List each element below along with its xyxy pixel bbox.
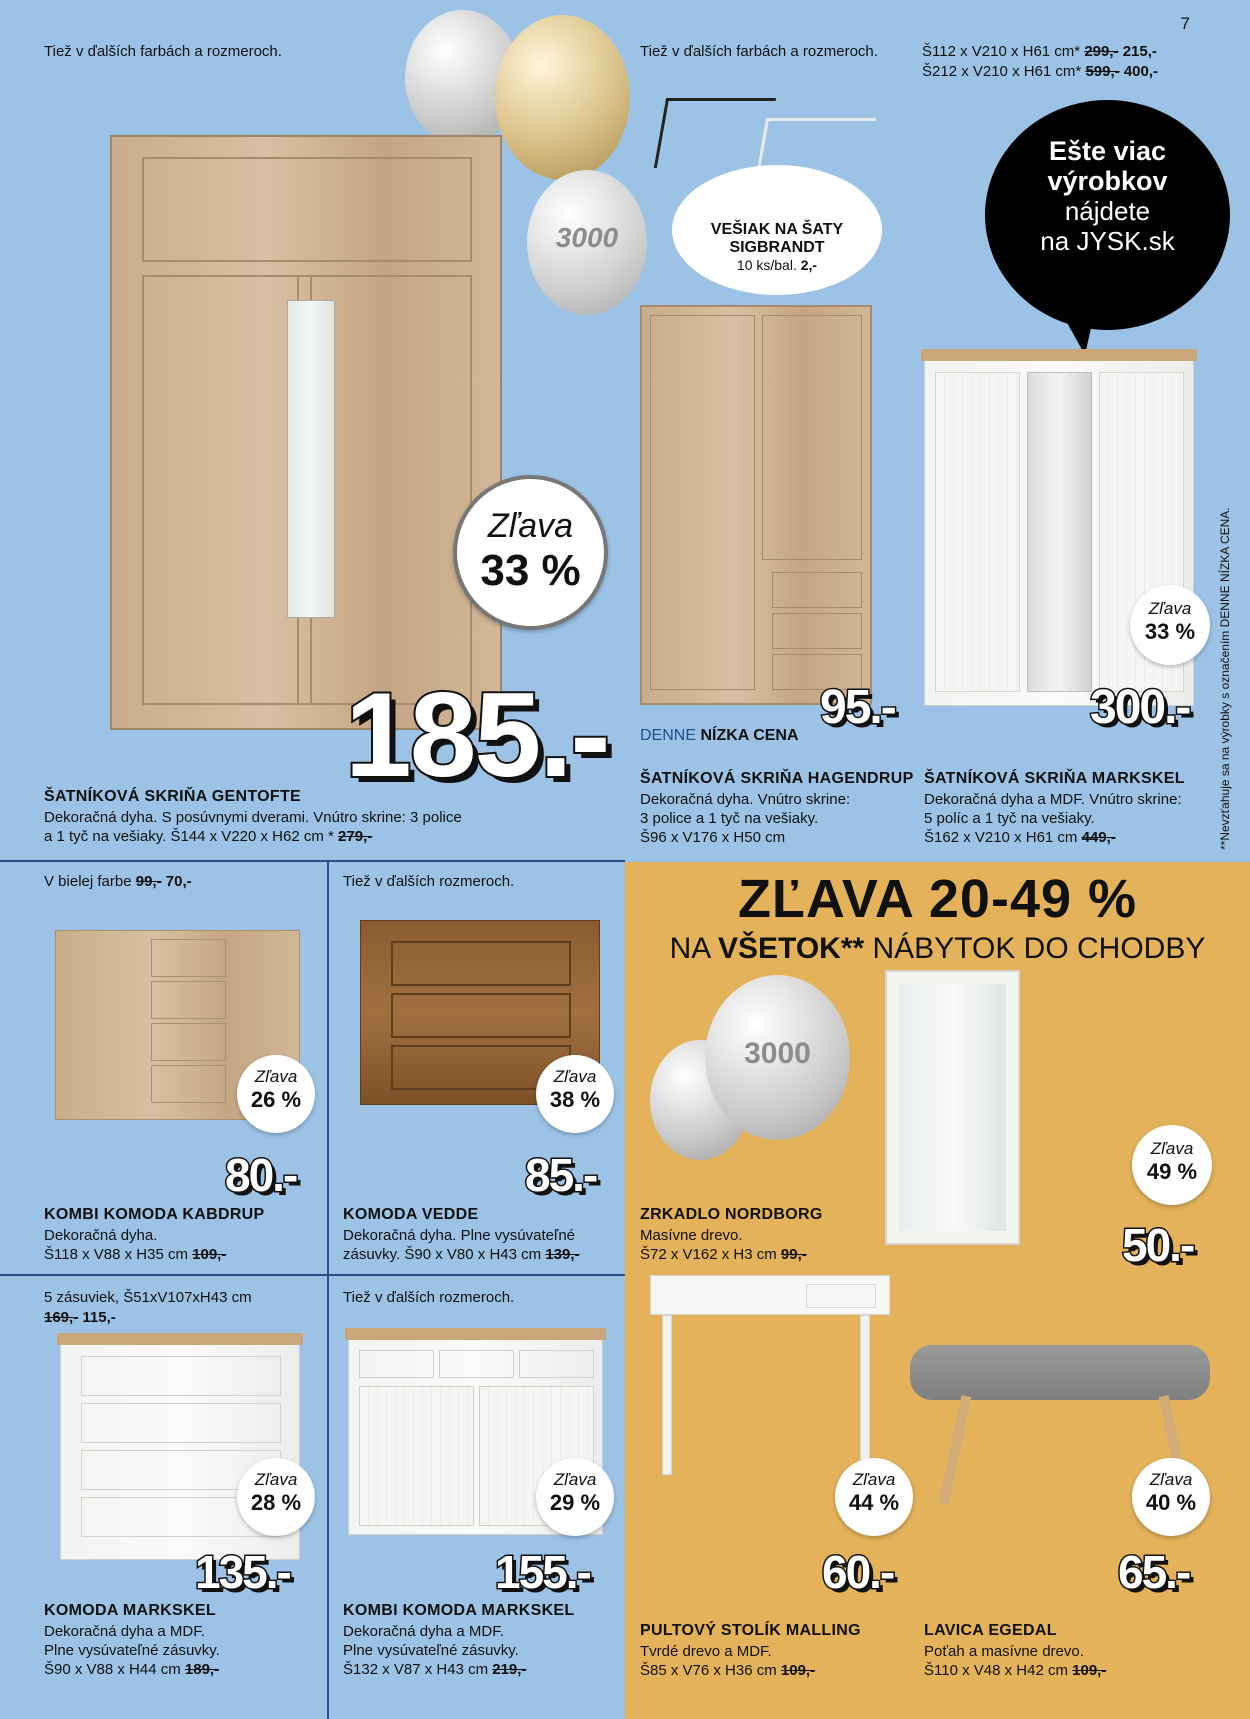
gentofte-note: Tiež v ďalších farbách a rozmeroch. [44, 43, 282, 60]
markskel-wardrobe-title: ŠATNÍKOVÁ SKRIŇA MARKSKEL [924, 770, 1185, 787]
gold-balloon [495, 15, 630, 180]
drawer-2 [439, 1350, 514, 1378]
hagendrup-desc-1: Dekoračná dyha. Vnútro skrine: [640, 791, 851, 808]
markskel-combi-desc-3: Š132 x V87 x H43 cm 219,- [343, 1661, 527, 1678]
drawer-1 [81, 1356, 281, 1396]
yellow-balloon-label: 3000 [744, 1037, 811, 1070]
malling-desc-1: Tvrdé drevo a MDF. [640, 1643, 772, 1660]
balloon-label: 3000 [555, 222, 619, 253]
left-door [650, 315, 755, 690]
gentofte-title: ŠATNÍKOVÁ SKRIŇA GENTOFTE [44, 788, 301, 805]
drawer-3 [151, 1023, 226, 1061]
malling-desc-2: Š85 x V76 x H36 cm 109,- [640, 1662, 816, 1679]
wood-top [57, 1333, 303, 1345]
nordborg-discount-badge: Zľava 49 % [1132, 1125, 1212, 1205]
hanger-price: 10 ks/bal. 2,- [736, 257, 818, 273]
drawer-2 [81, 1403, 281, 1443]
markskel-size-2: Š212 x V210 x H61 cm* 599,- 400,- [922, 63, 1159, 80]
malling-leg-2 [860, 1315, 870, 1475]
gentofte-desc-2: a 1 tyč na vešiaky. Š144 x V220 x H62 cm * 279,- [44, 828, 373, 845]
drawer-2 [151, 981, 226, 1019]
malling-discount-badge: Zľava 44 % [835, 1458, 913, 1536]
wood-top [921, 349, 1197, 361]
left-door [359, 1386, 474, 1526]
drawer-1 [359, 1350, 434, 1378]
markskel-wardrobe-desc-2: 5 políc a 1 tyč na vešiaky. [924, 810, 1095, 827]
malling-drawer [806, 1284, 876, 1308]
hagendrup-desc-2: 3 police a 1 tyč na vešiaky. [640, 810, 819, 827]
kabdrup-note: V bielej farbe 99,- 70,- [44, 873, 192, 890]
markskel-combi-price: 155.- [495, 1546, 590, 1598]
markskel-wardrobe-desc-1: Dekoračná dyha a MDF. Vnútro skrine: [924, 791, 1182, 808]
markskel-combi-desc-1: Dekoračná dyha a MDF. [343, 1623, 504, 1640]
divider-top [0, 860, 625, 862]
malling-leg-1 [662, 1315, 672, 1475]
nordborg-desc-1: Masívne drevo. [640, 1227, 743, 1244]
divider-col [327, 862, 329, 1719]
mirror [287, 300, 335, 618]
vedde-price: 85.- [525, 1149, 597, 1201]
egedal-desc-1: Poťah a masívne drevo. [924, 1643, 1084, 1660]
yellow-balloon-3000 [705, 975, 850, 1140]
markskel-dresser-discount-badge: Zľava 28 % [237, 1458, 315, 1536]
hagendrup-note: Tiež v ďalších farbách a rozmeroch. [640, 43, 878, 60]
vedde-desc-1: Dekoračná dyha. Plne vysúvateľné [343, 1227, 576, 1244]
wood-top [345, 1328, 606, 1340]
gentofte-discount-badge: Zľava 33 % [453, 475, 608, 630]
kabdrup-desc-2: Š118 x V88 x H35 cm 109,- [44, 1246, 227, 1263]
markskel-dresser-note-1: 5 zásuviek, Š51xV107xH43 cm [44, 1289, 252, 1306]
markskel-combi-desc-2: Plne vysúvateľné zásuvky. [343, 1642, 519, 1659]
kabdrup-discount-badge: Zľava 26 % [237, 1055, 315, 1133]
hagendrup-title: ŠATNÍKOVÁ SKRIŇA HAGENDRUP [640, 770, 914, 787]
markskel-combi-note: Tiež v ďalších rozmeroch. [343, 1289, 515, 1306]
hagendrup-wardrobe-image [640, 305, 872, 705]
kabdrup-price: 80.- [225, 1149, 297, 1201]
nordborg-title: ZRKADLO NORDBORG [640, 1206, 823, 1223]
markskel-wardrobe-desc-3: Š162 x V210 x H61 cm 449,- [924, 829, 1116, 846]
kabdrup-title: KOMBI KOMODA KABDRUP [44, 1206, 265, 1223]
drawer-1 [391, 941, 571, 986]
denne-nizka-cena-logo: DENNE NÍZKA CENA [640, 727, 799, 744]
nordborg-price: 50.- [1122, 1219, 1194, 1271]
page-number: 7 [1180, 14, 1190, 33]
mirror-glass [899, 984, 1006, 1231]
right-door [762, 315, 862, 560]
gentofte-price: 185.- [345, 668, 609, 802]
egedal-price: 65.- [1118, 1546, 1190, 1598]
promo-subline: NA VŠETOK** NÁBYTOK DO CHODBY [669, 932, 1206, 965]
top-compartment [142, 157, 472, 262]
markskel-wardrobe-discount-badge: Zľava 33 % [1130, 585, 1210, 665]
malling-table-top [650, 1275, 890, 1315]
drawer-1 [772, 572, 862, 608]
nordborg-desc-2: Š72 x V162 x H3 cm 99,- [640, 1246, 807, 1263]
markskel-dresser-price: 135.- [195, 1546, 290, 1598]
vedde-title: KOMODA VEDDE [343, 1206, 479, 1223]
divider-mid [0, 1274, 625, 1276]
markskel-dresser-note-2: 169,- 115,- [44, 1309, 116, 1326]
hagendrup-price: 95.- [820, 681, 895, 734]
markskel-wardrobe-price: 300.- [1090, 681, 1190, 734]
markskel-dresser-title: KOMODA MARKSKEL [44, 1602, 216, 1619]
egedal-desc-2: Š110 x V48 x H42 cm 109,- [924, 1662, 1107, 1679]
kabdrup-desc-1: Dekoračná dyha. [44, 1227, 158, 1244]
drawer-3 [519, 1350, 594, 1378]
markskel-dresser-desc-1: Dekoračná dyha a MDF. [44, 1623, 205, 1640]
nordborg-mirror-image [885, 970, 1020, 1245]
hagendrup-desc-3: Š96 x V176 x H50 cm [640, 829, 786, 846]
egedal-title: LAVICA EGEDAL [924, 1622, 1057, 1639]
web-bubble: Ešte viac výrobkov nájdete na JYSK.sk [985, 100, 1230, 330]
drawer-4 [151, 1065, 226, 1103]
drawer-2 [391, 993, 571, 1038]
drawer-2 [772, 613, 862, 649]
black-hanger [654, 98, 776, 168]
egedal-discount-badge: Zľava 40 % [1132, 1458, 1210, 1536]
balloon-3000 [527, 170, 647, 315]
gentofte-wardrobe-image [110, 135, 502, 730]
markskel-size-1: Š112 x V210 x H61 cm* 299,- 215,- [922, 43, 1157, 60]
markskel-dresser-desc-3: Š90 x V88 x H44 cm 189,- [44, 1661, 220, 1678]
side-note-denne: **Nevzťahuje sa na výrobky s označením DENNE NÍZKA CENA. [1218, 507, 1232, 850]
malling-title: PULTOVÝ STOLÍK MALLING [640, 1622, 861, 1639]
vedde-desc-2: zásuvky. Š90 x V80 x H43 cm 139,- [343, 1246, 580, 1263]
markskel-combi-title: KOMBI KOMODA MARKSKEL [343, 1602, 575, 1619]
markskel-dresser-desc-2: Plne vysúvateľné zásuvky. [44, 1642, 220, 1659]
drawer-1 [151, 939, 226, 977]
left-door [935, 372, 1020, 692]
markskel-combi-discount-badge: Zľava 29 % [536, 1458, 614, 1536]
malling-price: 60.- [822, 1546, 894, 1598]
vedde-discount-badge: Zľava 38 % [536, 1055, 614, 1133]
hanger-bubble: VEŠIAK NA ŠATY SIGBRANDT 10 ks/bal. 2,- [672, 165, 882, 295]
mirror-door [1027, 372, 1092, 692]
egedal-bench-seat [910, 1345, 1210, 1400]
vedde-note: Tiež v ďalších rozmeroch. [343, 873, 515, 890]
promo-headline: ZĽAVA 20-49 % [737, 869, 1138, 929]
gentofte-desc-1: Dekoračná dyha. S posúvnymi dverami. Vnútro skrine: 3 police [44, 809, 462, 826]
